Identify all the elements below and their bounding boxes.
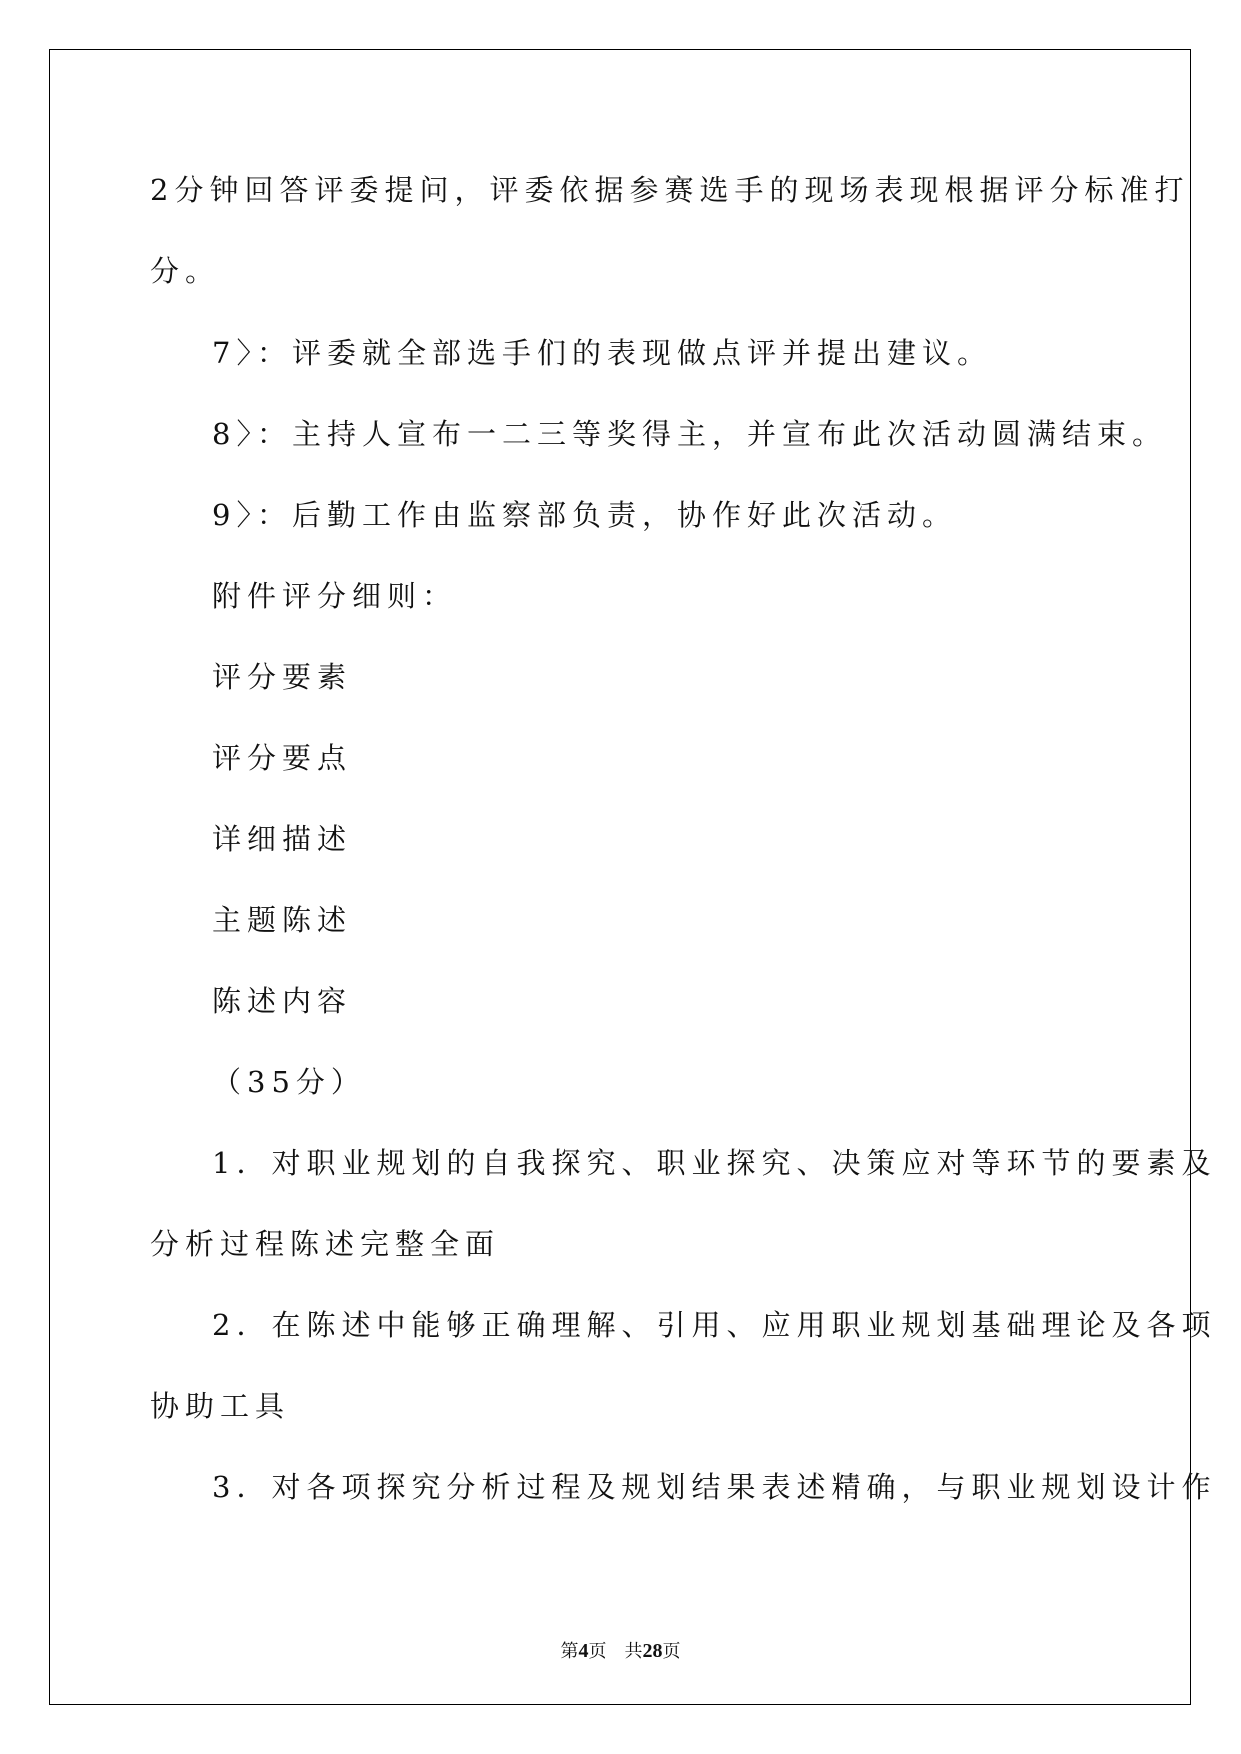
text-line: 9〉：后勤工作由监察部负责，协作好此次活动。	[212, 498, 957, 532]
text-line: 详细描述	[212, 822, 353, 856]
text-line: 1．对职业规划的自我探究、职业探究、决策应对等环节的要素及	[212, 1146, 1217, 1180]
text-line: 7〉：评委就全部选手们的表现做点评并提出建议。	[212, 336, 992, 370]
text-line: 协助工具	[150, 1389, 291, 1423]
footer-suffix: 页	[662, 1641, 681, 1662]
text-line: 8〉：主持人宣布一二三等奖得主，并宣布此次活动圆满结束。	[212, 417, 1167, 451]
page-number: 4	[578, 1640, 589, 1662]
text-line: 附件评分细则：	[212, 579, 458, 613]
page-border	[49, 49, 1191, 1705]
text-line: 2分钟回答评委提问，评委依据参赛选手的现场表现根据评分标准打	[150, 173, 1190, 207]
text-line: 分析过程陈述完整全面	[150, 1227, 501, 1261]
footer-prefix: 第	[560, 1641, 579, 1662]
text-line: 3．对各项探究分析过程及规划结果表述精确，与职业规划设计作	[212, 1470, 1217, 1504]
page-footer	[0, 1637, 1241, 1663]
footer-middle: 页 共	[588, 1641, 643, 1662]
text-line: 主题陈述	[212, 903, 353, 937]
text-line: （35分）	[212, 1065, 366, 1099]
text-line: 评分要素	[212, 660, 353, 694]
page-total: 28	[642, 1640, 663, 1662]
text-line: 评分要点	[212, 741, 353, 775]
text-line: 陈述内容	[212, 984, 353, 1018]
text-line: 2．在陈述中能够正确理解、引用、应用职业规划基础理论及各项	[212, 1308, 1217, 1342]
text-line: 分。	[150, 254, 221, 288]
